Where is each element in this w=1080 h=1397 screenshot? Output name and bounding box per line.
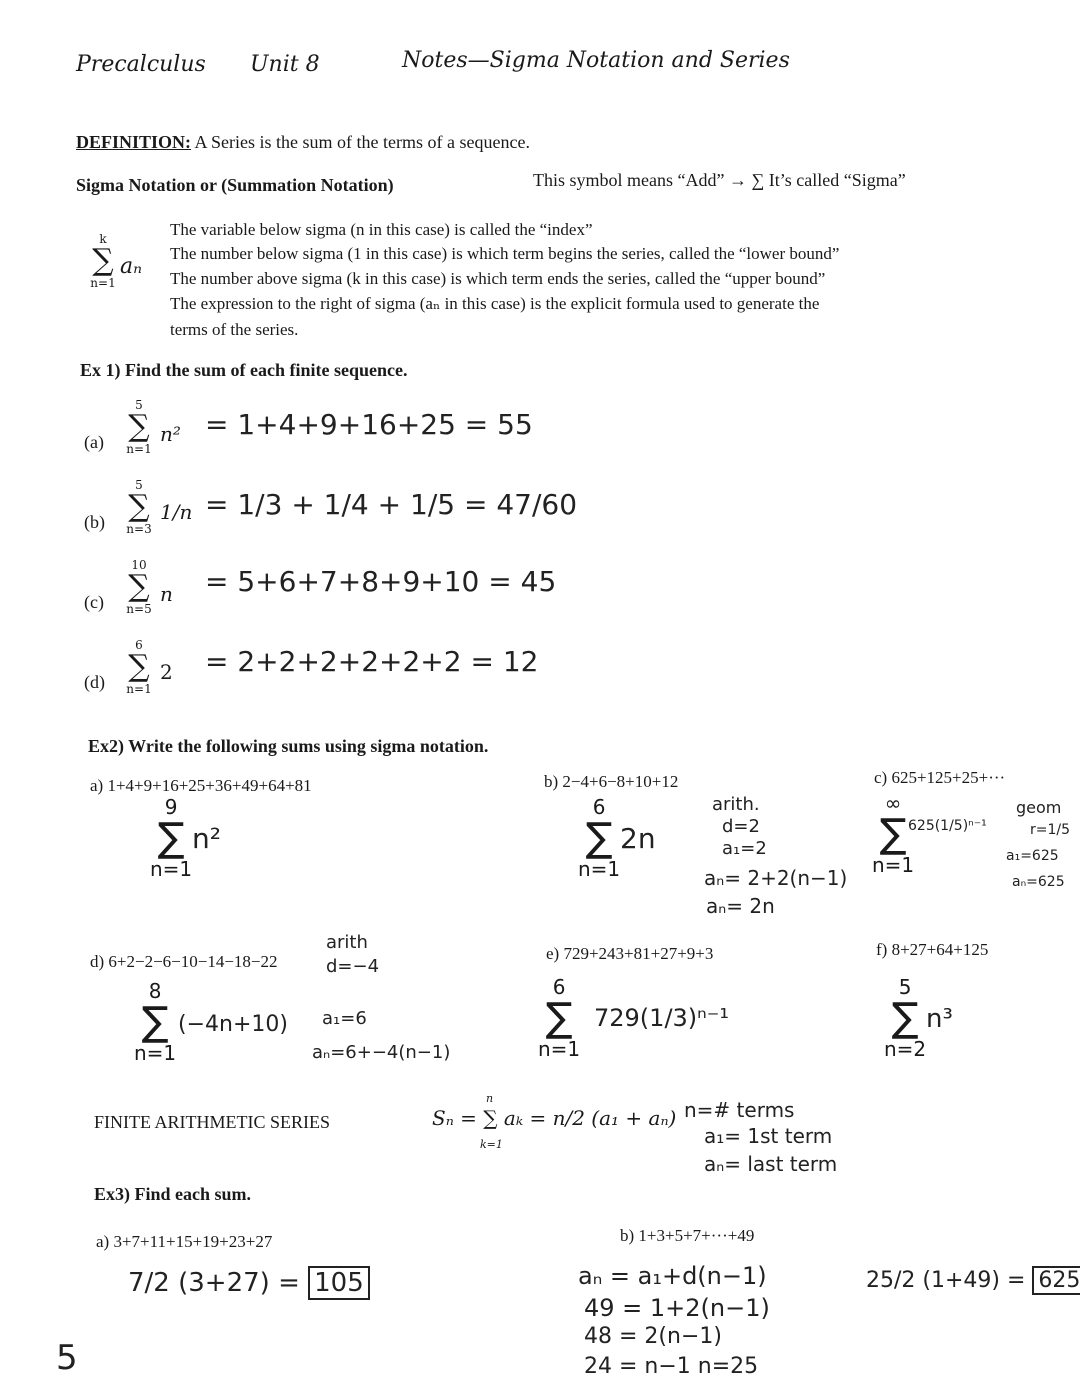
ex2-d-expr: (−4n+10) xyxy=(178,1012,288,1037)
ex2-b-note-2: d=2 xyxy=(722,816,760,837)
finite-series-note-3: aₙ= last term xyxy=(704,1152,838,1176)
ex3-b-side-answer: 625 xyxy=(1032,1266,1080,1295)
ex1-b-lower: n=3 xyxy=(126,522,152,536)
ex2-d-note-1: arith xyxy=(326,932,368,953)
definition xyxy=(76,132,530,153)
ex2-e-upper: 6 xyxy=(552,975,566,999)
ex1-c-lower: n=5 xyxy=(126,602,152,616)
ex2-b-prompt: b) 2−4+6−8+10+12 xyxy=(544,772,679,791)
ex3-a-prompt: a) 3+7+11+15+19+23+27 xyxy=(96,1232,273,1251)
ex2-d-lower: n=1 xyxy=(134,1041,177,1065)
ex1-a-upper: 5 xyxy=(135,398,143,412)
header-course: Precalculus xyxy=(76,52,206,77)
ex1-b-sigma xyxy=(114,478,164,536)
sigma-icon: ∑ xyxy=(128,649,150,684)
ex2-e-prompt: e) 729+243+81+27+9+3 xyxy=(546,944,714,963)
ex2-f-sigma xyxy=(884,976,926,1060)
ex2-b-note-4: aₙ= 2+2(n−1) xyxy=(704,866,848,890)
ex2-c-lower: n=1 xyxy=(872,853,915,877)
ex2-e-sigma xyxy=(538,976,580,1060)
ex2-b-lower: n=1 xyxy=(578,857,621,881)
ex3-a-work xyxy=(128,1268,370,1298)
ex3-b-step-3: 48 = 2(n−1) xyxy=(584,1324,722,1349)
finite-series-heading: FINITE ARITHMETIC SERIES xyxy=(94,1112,330,1132)
ex3-b-side-work xyxy=(866,1268,1080,1293)
ex3-b-step-1: aₙ = a₁+d(n−1) xyxy=(578,1262,767,1290)
ex2-d-note-2: d=−4 xyxy=(326,956,380,977)
ex3-heading: Ex3) Find each sum. xyxy=(94,1184,252,1204)
ex2-c-expr: 625(1/5)ⁿ⁻¹ xyxy=(908,818,987,834)
sigma-icon: ∑ xyxy=(141,999,169,1045)
ex3-b-prompt: b) 1+3+5+7+···+49 xyxy=(620,1226,755,1245)
sigma-icon: ∑ xyxy=(128,569,150,604)
generic-sigma-lower: n=1 xyxy=(90,276,116,290)
ex2-heading: Ex2) Write the following sums using sigma notation. xyxy=(88,736,489,756)
ex2-a-upper: 9 xyxy=(164,795,178,819)
ex2-b-sigma xyxy=(578,796,620,880)
sigma-icon: ∑ xyxy=(879,811,907,857)
ex1-d-label: (d) xyxy=(84,672,105,692)
finite-series-formula: Sₙ = ∑ aₖ = n/2 (a₁ + aₙ) xyxy=(432,1106,677,1130)
sigma-line-2: The number below sigma (1 in this case) is which term begins the series, called the “lower bound” xyxy=(170,244,840,263)
ex2-b-note-1: arith. xyxy=(712,794,760,815)
sigma-icon: ∑ xyxy=(128,409,150,444)
ex3-a-answer: 105 xyxy=(308,1266,370,1300)
ex1-c-upper: 10 xyxy=(131,558,147,572)
ex2-b-upper: 6 xyxy=(592,795,606,819)
sigma-icon: ∑ xyxy=(545,995,573,1041)
ex3-b-side-work-text: 25/2 (1+49) = xyxy=(866,1268,1026,1293)
page-number: 5 xyxy=(56,1338,78,1378)
ex1-d-lower: n=1 xyxy=(126,682,152,696)
ex1-c-sigma xyxy=(114,558,164,616)
ex1-c-expr: n xyxy=(160,582,173,606)
ex2-e-expr: 729(1/3)ⁿ⁻¹ xyxy=(594,1004,730,1032)
ex2-b-expr: 2n xyxy=(620,822,656,855)
finite-series-upper: n xyxy=(486,1092,494,1105)
sigma-icon: ∑ xyxy=(891,995,919,1041)
ex1-a-work: = 1+4+9+16+25 = 55 xyxy=(205,408,533,441)
ex2-f-upper: 5 xyxy=(898,975,912,999)
definition-text: A Series is the sum of the terms of a sequence. xyxy=(194,132,530,152)
ex1-a-sigma xyxy=(114,398,164,456)
ex1-a-lower: n=1 xyxy=(126,442,152,456)
ex3-b-step-4: 24 = n−1 n=25 xyxy=(584,1354,759,1379)
ex2-d-sigma xyxy=(134,980,176,1064)
finite-series-lower: k=1 xyxy=(480,1138,503,1151)
ex2-f-expr: n³ xyxy=(926,1004,953,1034)
ex2-a-lower: n=1 xyxy=(150,857,193,881)
ex2-c-upper: ∞ xyxy=(884,791,902,815)
ex1-d-work: = 2+2+2+2+2+2 = 12 xyxy=(205,645,539,678)
finite-series-note-2: a₁= 1st term xyxy=(704,1124,833,1148)
ex2-c-note-2: r=1/5 xyxy=(1030,822,1071,838)
ex2-d-upper: 8 xyxy=(148,979,162,1003)
ex1-heading: Ex 1) Find the sum of each finite sequence. xyxy=(80,360,408,380)
ex1-b-expr: 1/n xyxy=(160,500,193,524)
ex1-d-sigma xyxy=(114,638,164,696)
ex1-c-work: = 5+6+7+8+9+10 = 45 xyxy=(205,565,557,598)
ex2-c-note-4: aₙ=625 xyxy=(1012,874,1065,890)
ex2-d-note-3: a₁=6 xyxy=(322,1008,367,1029)
ex2-c-note-3: a₁=625 xyxy=(1006,848,1059,864)
ex2-a-prompt: a) 1+4+9+16+25+36+49+64+81 xyxy=(90,776,312,795)
header-title: Notes—Sigma Notation and Series xyxy=(402,48,790,73)
sigma-icon: ∑ xyxy=(157,815,185,861)
ex2-e-lower: n=1 xyxy=(538,1037,581,1061)
sigma-line-4: The expression to the right of sigma (aₙ in this case) is the explicit formula used to generate the xyxy=(170,294,820,313)
ex2-d-prompt: d) 6+2−2−6−10−14−18−22 xyxy=(90,952,278,971)
sigma-line-5: terms of the series. xyxy=(170,320,299,339)
ex2-c-note-1: geom xyxy=(1016,798,1062,817)
generic-sigma-expr: aₙ xyxy=(120,254,143,279)
ex3-a-work-text: 7/2 (3+27) = xyxy=(128,1268,300,1298)
ex1-b-upper: 5 xyxy=(135,478,143,492)
ex3-b-step-2: 49 = 1+2(n−1) xyxy=(584,1294,770,1322)
ex2-f-prompt: f) 8+27+64+125 xyxy=(876,940,989,959)
ex2-a-sigma xyxy=(150,796,192,880)
sigma-line-3: The number above sigma (k in this case) is which term ends the series, called the “upper bound” xyxy=(170,269,826,288)
ex1-a-expr: n² xyxy=(160,422,181,446)
ex2-b-note-3: a₁=2 xyxy=(722,838,767,859)
finite-series-note-1: n=# terms xyxy=(684,1098,795,1122)
header-unit: Unit 8 xyxy=(250,52,320,77)
ex2-f-lower: n=2 xyxy=(884,1037,927,1061)
ex2-c-sigma xyxy=(872,792,914,876)
ex2-d-note-4: aₙ=6+−4(n−1) xyxy=(312,1042,451,1063)
ex1-c-label: (c) xyxy=(84,592,104,612)
sigma-line-1: The variable below sigma (n in this case) is called the “index” xyxy=(170,220,593,239)
sigma-icon: ∑ xyxy=(128,489,150,524)
ex1-b-label: (b) xyxy=(84,512,105,532)
sigma-symbol-text: This symbol means “Add” → ∑ It’s called “Sigma” xyxy=(533,170,906,190)
definition-label: DEFINITION: xyxy=(76,132,192,152)
ex1-d-expr: 2 xyxy=(160,660,173,684)
ex2-c-prompt: c) 625+125+25+··· xyxy=(874,768,1006,787)
ex2-b-note-5: aₙ= 2n xyxy=(706,894,775,918)
sigma-heading: Sigma Notation or (Summation Notation) xyxy=(76,175,394,195)
sigma-icon: ∑ xyxy=(92,243,114,278)
ex2-a-expr: n² xyxy=(192,822,221,855)
ex1-a-label: (a) xyxy=(84,432,104,452)
generic-sigma-upper: k xyxy=(99,232,107,246)
ex1-b-work: = 1/3 + 1/4 + 1/5 = 47/60 xyxy=(205,488,578,521)
sigma-icon: ∑ xyxy=(585,815,613,861)
ex1-d-upper: 6 xyxy=(135,638,143,652)
